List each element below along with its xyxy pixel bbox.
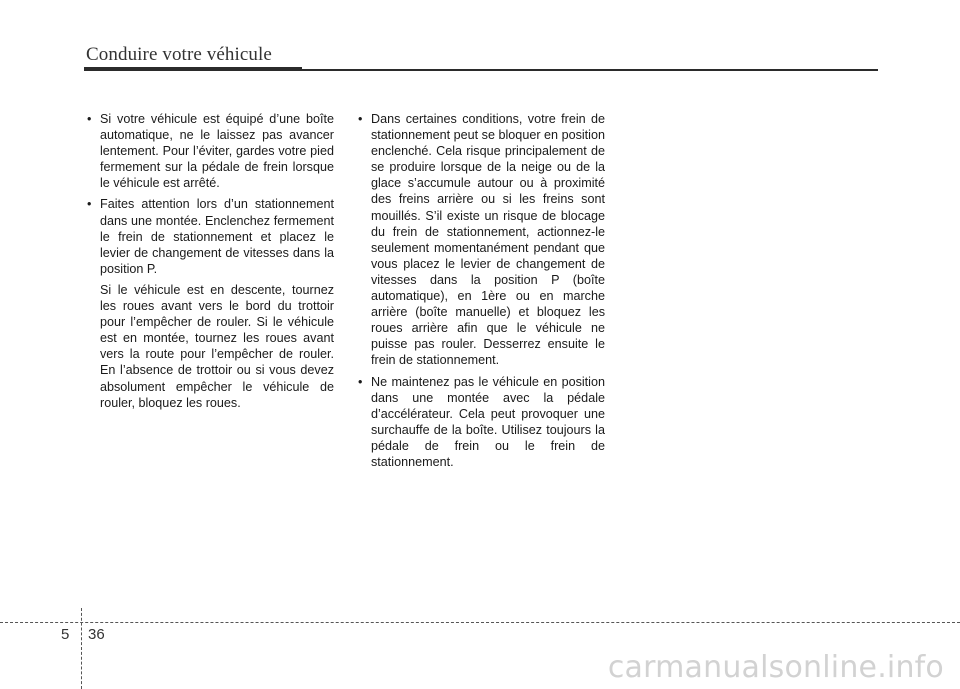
bullet-item-automatic-creep — [82, 111, 334, 191]
header-rule-thin — [300, 69, 878, 71]
left-column — [82, 111, 334, 416]
bullet-icon: • — [87, 197, 92, 212]
bullet-icon: • — [87, 112, 92, 126]
left-bullet-list — [82, 111, 334, 411]
bullet-icon: • — [358, 374, 363, 389]
bullet-paragraph: Ne maintenez pas le véhicule en position dans une montée avec la pédale d’accélérateur. Cela peut provoquer une surchauffe de la boîte. Utilisez toujours la pédale de frein ou le frein de stationnement. — [371, 374, 605, 469]
bullet-item-parking-brake-freeze — [353, 111, 605, 369]
page-number: 36 — [88, 626, 105, 643]
section-number: 5 — [61, 626, 70, 643]
bullet-paragraph: Si le véhicule est en descente, tournez les roues avant vers le bord du trottoir pour l’empêcher de rouler. Si le véhicule est en montée, tournez les roues avant vers la route pour l’empêcher de rouler. En l’absence de trottoir ou si vous devez absolument empêcher le véhicule de rouler, bloquez les roues. — [100, 282, 334, 410]
header-rule-thick — [84, 67, 302, 71]
bullet-paragraph: Si votre véhicule est équipé d’une boîte automatique, ne le laissez pas avancer lentement. Pour l’éviter, gardes votre pied fermement sur la pédale de frein lorsque le véhicule est arrêté. — [100, 112, 334, 191]
watermark-text: carmanualsonline.info — [607, 650, 944, 685]
bullet-item-accelerator-hold — [353, 374, 605, 471]
right-column — [353, 111, 605, 475]
bullet-icon: • — [358, 112, 363, 126]
page-title: Conduire votre véhicule — [86, 44, 272, 65]
bullet-item-uphill-parking — [82, 196, 334, 410]
footer-dashed-rule — [0, 622, 960, 623]
right-bullet-list — [353, 111, 605, 470]
footer-vertical-rule — [81, 608, 82, 689]
bullet-paragraph: Faites attention lors d’un stationnement dans une montée. Enclenchez fermement le frein de stationnement et placez le levier de changement de vitesses dans la position P. — [100, 197, 334, 276]
bullet-paragraph: Dans certaines conditions, votre frein de stationnement peut se bloquer en position enclenché. Cela risque principalement de se produire lorsque de la neige ou de la glace s’accumule autour ou à proximité des freins arrière ou si les freins sont mouillés. S’il existe un risque de blocage du frein de stationnement, actionnez-le seulement momentanément pendant que vous placez le levier de changement de vitesses dans la position P (boîte automatique), en 1ère ou en marche arrière (boîte manuelle) et bloquez les roues arrière afin que le véhicule ne puisse pas rouler. Desserrez ensuite le frein de stationnement. — [371, 112, 605, 368]
